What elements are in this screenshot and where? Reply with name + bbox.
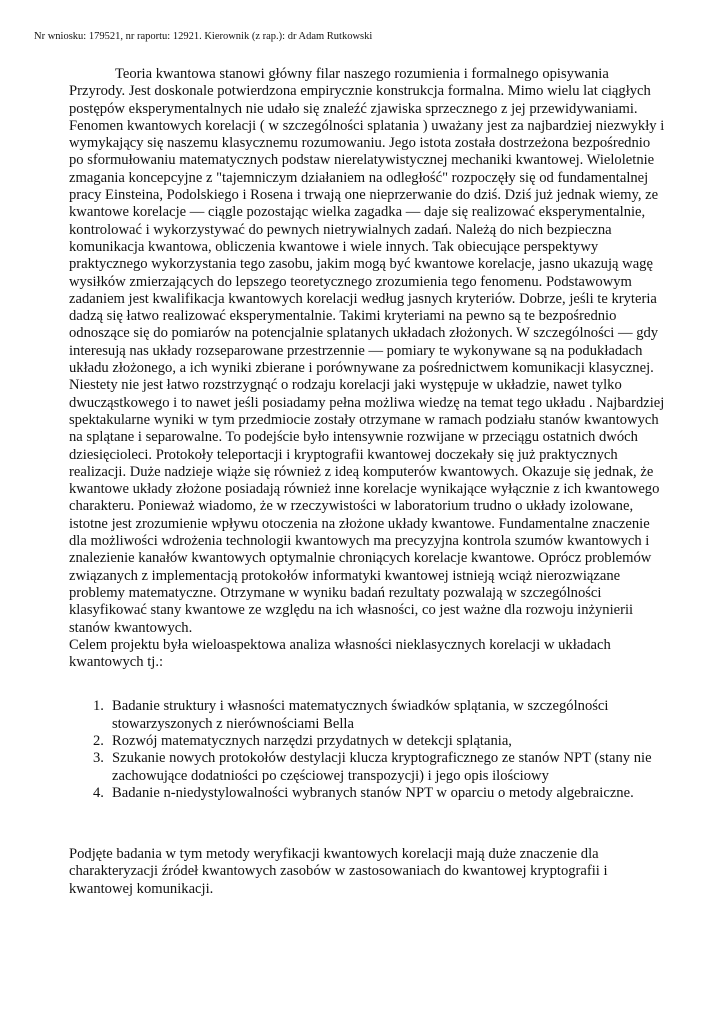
- list-item-number: 4.: [93, 784, 104, 801]
- list-item-text: Badanie struktury i własności matematycznych świadków splątania, w szczególności stowarzyszonych z nierównościami Bella: [112, 698, 609, 732]
- intro-paragraph: Teoria kwantowa stanowi główny filar naszego rozumienia i formalnego opisywania Przyrody. Jest doskonale potwierdzona empirycznie konstrukcja formalna. Mimo wielu lat ciągłych postępów eksperymentalnych nie udało się znaleźć zjawiska sprzecznego z jej przewidywaniami. Fenomen kwantowych korelacji ( w szczególności splatania ) uważany jest za najbardziej niezwykły i wymykający się naszemu klasycznemu rozumowaniu. Jego istota została dostrzeżona bezpośrednio po sformułowaniu matematycznych podstaw nierelatywistycznej mechaniki kwantowej. Wieloletnie zmagania koncepcyjne z "tajemniczym działaniem na odległość" rozpoczęły się od fundamentalnej pracy Einsteina, Podolskiego i Rosena i trwają one nieprzerwanie do dziś. Dziś już jednak wiemy, ze kwantowe korelacje — ciągle pozostając wielka zagadka — daje się realizować eksperymentalnie, kontrolować i wykorzystywać do pewnych nietrywialnych zadań. Należą do nich bezpieczna komunikacja kwantowa, obliczenia kwantowe i wiele innych. Tak obiecujące perspektywy praktycznego wykorzystania tego zasobu, jakim mogą być kwantowe korelacje, jasno ukazują wagę wysiłków zmierzających do lepszego teoretycznego zrozumienia tego fenomenu. Podstawowym zadaniem jest kwalifikacja kwantowych korelacji według jasnych kryteriów. Dobrze, jeśli te kryteria dadzą się łatwo realizować eksperymentalnie. Takimi kryteriami na pewno są te bezpośrednio odnoszące się do pomiarów na potencjalnie splatanych układach złożonych. W szczególności — gdy interesują nas układy rozseparowane przestrzennie — pomiary te wykonywane są na podukładach układu złożonego, a ich wyniki zbierane i porównywane za pośrednictwem komunikacji klasycznej. Niestety nie jest łatwo rozstrzygnąć o rodzaju korelacji jaki występuje w układzie, nawet tylko dwucząstkowego i to nawet jeśli posiadamy pełna możliwa wiedzę na temat tego układu . Najbardziej spektakularne wyniki w tym przedmiocie zostały otrzymane w ramach podziału stanów kwantowych na splątane i separowalne. To podejście było intensywnie rozwijane w przeciągu ostatnich dwóch dziesięcioleci. Protokoły teleportacji i kryptografii kwantowej doczekały się już praktycznych realizacji. Duże nadzieje wiąże się również z ideą komputerów kwantowych. Okazuje się jednak, że kwantowe układy złożone posiadają również inne korelacje wynikające wyłącznie z ich kwantowego charakteru. Ponieważ wiadomo, że w rzeczywistości w laboratorium trudno o układy izolowane, istotne jest zrozumienie wpływu otoczenia na złożone układy kwantowe. Fundamentalne znaczenie dla możliwości wdrożenia technologii kwantowych ma precyzyjna kontrola szumów kwantowych i znalezienie kanałów kwantowych optymalnie chroniących korelacje kwantowe. Oprócz problemów związanych z implementacją protokołów informatyki kwantowej istnieją wciąż nierozwiązane problemy matematyczne. Otrzymane w wyniku badań rezultaty pozwalają w szczególności klasyfikować stany kwantowe ze względu na ich własności, co jest ważne dla rozwoju inżynierii stanów kwantowych.: [69, 66, 665, 636]
- list-item-number: 2.: [93, 732, 104, 749]
- page-header: Nr wniosku: 179521, nr raportu: 12921. Kierownik (z rap.): dr Adam Rutkowski: [34, 31, 373, 42]
- list-item-text: Rozwój matematycznych narzędzi przydatnych w detekcji splątania,: [112, 732, 512, 749]
- list-item: [69, 750, 665, 785]
- list-item-text: Szukanie nowych protokołów destylacji klucza kryptograficznego ze stanów NPT (stany nie zachowujące dodatniości po częściowej transpozycji) i jego opis ilościowy: [112, 750, 652, 784]
- list-item: [69, 785, 665, 802]
- list-item-text: Badanie n-niedystylowalności wybranych stanów NPT w oparciu o metody algebraiczne.: [112, 784, 634, 801]
- list-item: [69, 698, 665, 733]
- list-item-number: 1.: [93, 698, 104, 715]
- project-goal-paragraph: Celem projektu była wieloaspektowa analiza własności nieklasycznych korelacji w układach kwantowych tj.:: [69, 636, 611, 671]
- list-item-number: 3.: [93, 750, 104, 767]
- research-goals-list: [69, 698, 665, 802]
- closing-paragraph: Podjęte badania w tym metody weryfikacji kwantowych korelacji mają duże znaczenie dla charakteryzacji źródeł kwantowych zasobów w zastosowaniach do kwantowej kryptografii i kwantowej komunikacji.: [69, 846, 608, 897]
- list-item: [69, 733, 665, 750]
- main-text-block: [69, 66, 665, 802]
